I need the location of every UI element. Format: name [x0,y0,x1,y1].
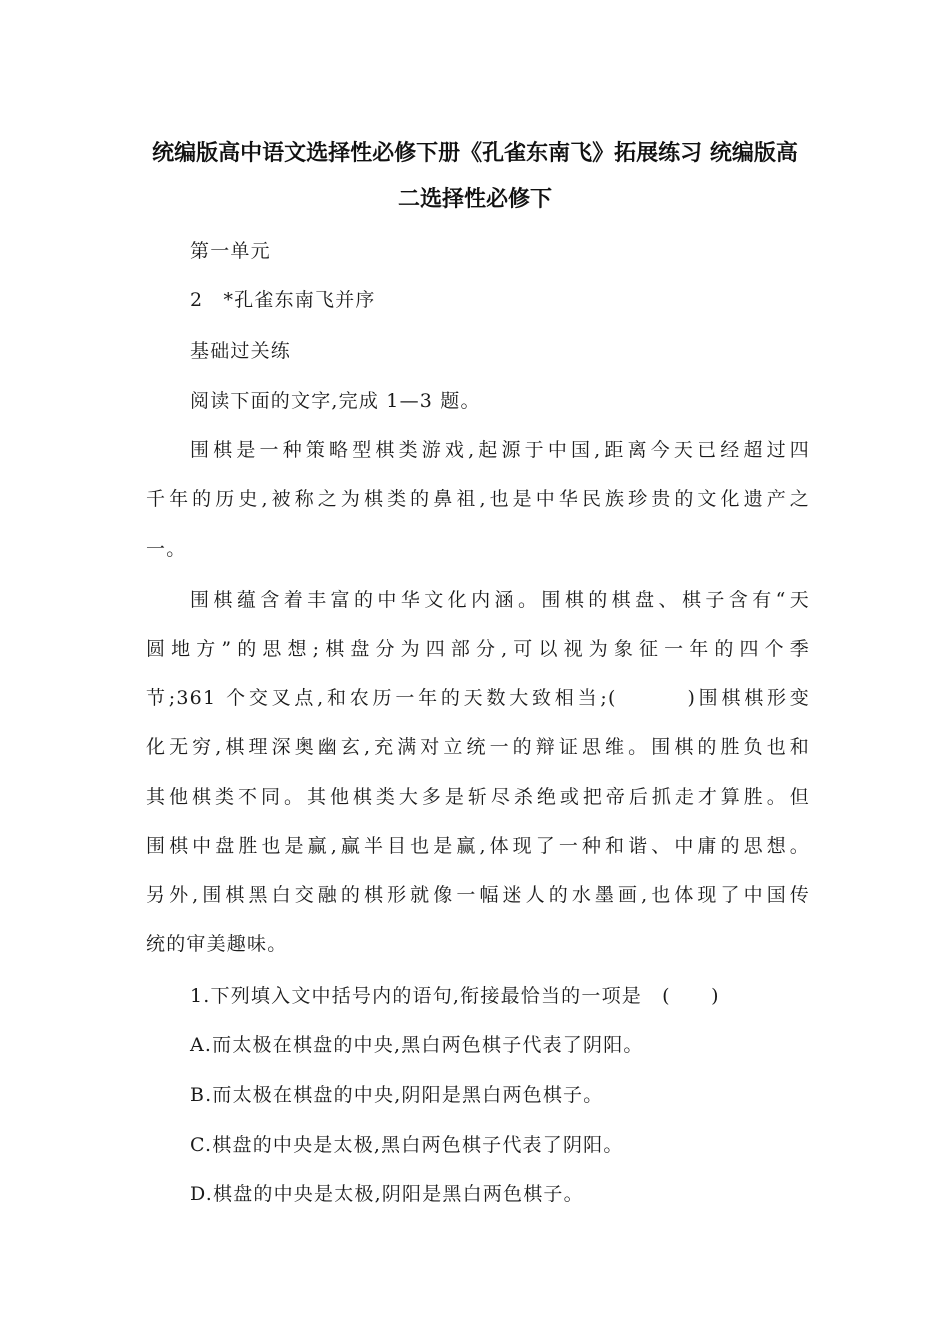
unit-heading: 第一单元 [190,240,271,262]
document-title-line-2: 二选择性必修下 [397,187,552,212]
question-1-option-a: A.而太极在棋盘的中央,黑白两色棋子代表了阴阳。 [190,1034,644,1056]
reading-instruction: 阅读下面的文字,完成 1—3 题。 [190,390,481,412]
paragraph-1-line: 千年的历史,被称之为棋类的鼻祖,也是中华民族珍贵的文化遗产之 [146,488,810,510]
question-1-option-d: D.棋盘的中央是太极,阴阳是黑白两色棋子。 [190,1183,584,1205]
question-1-option-b: B.而太极在棋盘的中央,阴阳是黑白两色棋子。 [190,1084,604,1106]
paragraph-2-line: 另外,围棋黑白交融的棋形就像一幅迷人的水墨画,也体现了中国传 [146,884,810,906]
paragraph-2-line: 化无穷,棋理深奥幽玄,充满对立统一的辩证思维。围棋的胜负也和 [146,736,810,758]
paragraph-2-line: 围棋蕴含着丰富的中华文化内涵。围棋的棋盘、棋子含有“天 [190,589,810,611]
question-1-option-c: C.棋盘的中央是太极,黑白两色棋子代表了阴阳。 [190,1134,624,1156]
section-heading: 基础过关练 [190,340,292,362]
paragraph-1-line: 一。 [146,538,187,560]
paragraph-2-line: 圆地方”的思想;棋盘分为四部分,可以视为象征一年的四个季 [146,638,810,660]
question-1-stem: 1.下列填入文中括号内的语句,衔接最恰当的一项是 ( ) [190,985,720,1007]
paragraph-2-line: 围棋中盘胜也是赢,赢半目也是赢,体现了一种和谐、中庸的思想。 [146,835,810,857]
paragraph-1-line: 围棋是一种策略型棋类游戏,起源于中国,距离今天已经超过四 [190,439,810,461]
document-title-line-1: 统编版高中语文选择性必修下册《孔雀东南飞》拓展练习 统编版高 [152,141,798,166]
paragraph-2-line: 其他棋类不同。其他棋类大多是斩尽杀绝或把帝后抓走才算胜。但 [146,786,810,808]
paragraph-2-line: 节;361 个交叉点,和农历一年的天数大致相当;( )围棋棋形变 [146,687,810,709]
paragraph-2-line: 统的审美趣味。 [146,933,288,955]
lesson-heading: 2 *孔雀东南飞并序 [190,289,376,311]
